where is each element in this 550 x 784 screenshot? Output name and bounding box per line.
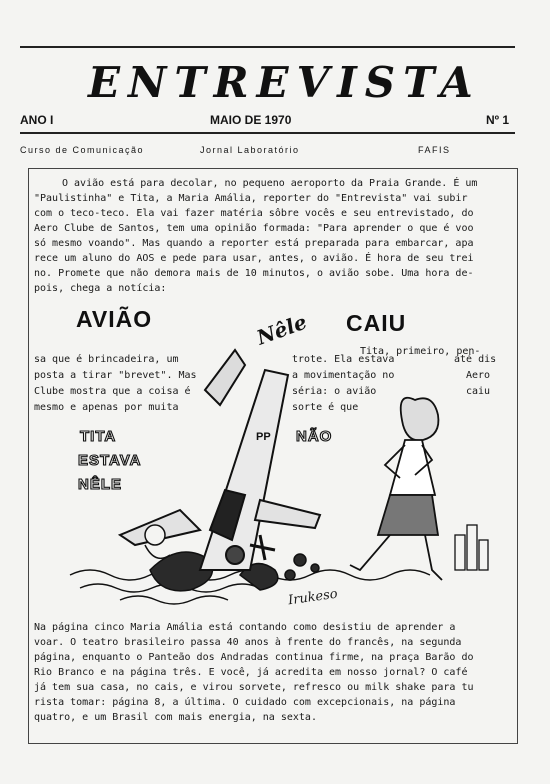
issue-info	[20, 113, 515, 129]
paper-type: Jornal Laboratório	[200, 145, 300, 155]
headline-aviao: AVIÃO	[76, 306, 153, 332]
text-line: rece um aluno do AOS e pede para usar, antes, o avião. É hora de seu trei	[34, 253, 474, 264]
story-fragment: sa que é brincadeira, um	[34, 354, 179, 365]
text-line: quatro, e um Brasil com mais energia, na sexta.	[34, 712, 317, 723]
story-fragment: Tita, primeiro, pen-	[360, 346, 481, 357]
text-line: com o teco-teco. Ela vai fazer matéria sôbre vocês e seu entrevistado, do	[34, 208, 474, 219]
speech-scribble: Nêle	[253, 309, 310, 350]
buildings	[455, 525, 488, 570]
text-line: página, enquanto o Panteão dos Andradas continua firme, na praça Barão do	[34, 652, 474, 663]
text-line: "Paulistinha" e Tita, a Maria Amália, reporter do "Entrevista" vai subir	[34, 193, 468, 204]
text-line: Rio Branco e na página três. E você, já acredita em nosso jornal? O café	[34, 667, 468, 678]
text-line: já tem sua casa, no cais, e virou sorvete, refresco ou milk shake para tu	[34, 682, 474, 693]
headline-caiu: CAIU	[346, 310, 407, 336]
outline-word-estava: ESTAVA	[78, 452, 142, 469]
text-line: voar. O teatro brasileiro passa 40 anos à frente do francês, na segunda	[34, 637, 462, 648]
subheader	[20, 145, 515, 157]
outline-word-nao: NÃO	[296, 428, 333, 445]
issue-date: MAIO DE 1970	[210, 113, 292, 127]
text-line: Aero Clube de Santos, tem uma opinião formada: "Para aprender o que é voo	[34, 223, 474, 234]
closing-paragraph	[34, 620, 510, 725]
story-fragment: sorte é que	[292, 402, 359, 413]
text-line: pois, chega a notícia:	[34, 283, 167, 294]
plane-marking: PP	[256, 431, 271, 443]
story-fragment: posta a tirar "brevet". Mas	[34, 370, 197, 381]
text-line: no. Promete que não demora mais de 10 minutos, o avião sobe. Uma hora de-	[34, 268, 474, 279]
school-name: FAFIS	[418, 145, 451, 155]
story-fragment: a movimentação no	[292, 370, 395, 381]
outline-word-nele: NÊLE	[78, 476, 123, 493]
intro-paragraph	[34, 176, 510, 296]
story-fragment: trote. Ela estava	[292, 354, 395, 365]
story-fragment: séria: o avião	[292, 386, 377, 397]
header-rule	[20, 132, 515, 134]
volume-label: ANO I	[20, 113, 54, 127]
outline-word-tita: TITA	[80, 428, 117, 445]
issue-number: Nº 1	[486, 113, 510, 127]
story-fragment: Clube mostra que a coisa é	[34, 386, 191, 397]
artist-signature: Irukeso	[287, 586, 339, 609]
masthead-title: ENTREVISTA	[88, 58, 481, 107]
text-line: só mesmo voando". Mas quando a reporter está preparada para embarcar, apa	[34, 238, 474, 249]
tita-figure	[350, 398, 442, 580]
story-fragment: mesmo e apenas por muita	[34, 402, 179, 413]
story-fragment: Aero	[466, 370, 491, 381]
course-name: Curso de Comunicação	[20, 145, 145, 155]
story-fragment: até dis	[454, 354, 497, 365]
story-fragment: caiu	[466, 386, 491, 397]
text-line: Na página cinco Maria Amália está contando como desistiu de aprender a	[34, 622, 456, 633]
text-line: O avião está para decolar, no pequeno aeroporto da Praia Grande. É um	[62, 178, 478, 189]
top-rule	[20, 46, 515, 48]
text-line: rista tomar: página 8, a última. O cuidado com excepcionais, na página	[34, 697, 456, 708]
